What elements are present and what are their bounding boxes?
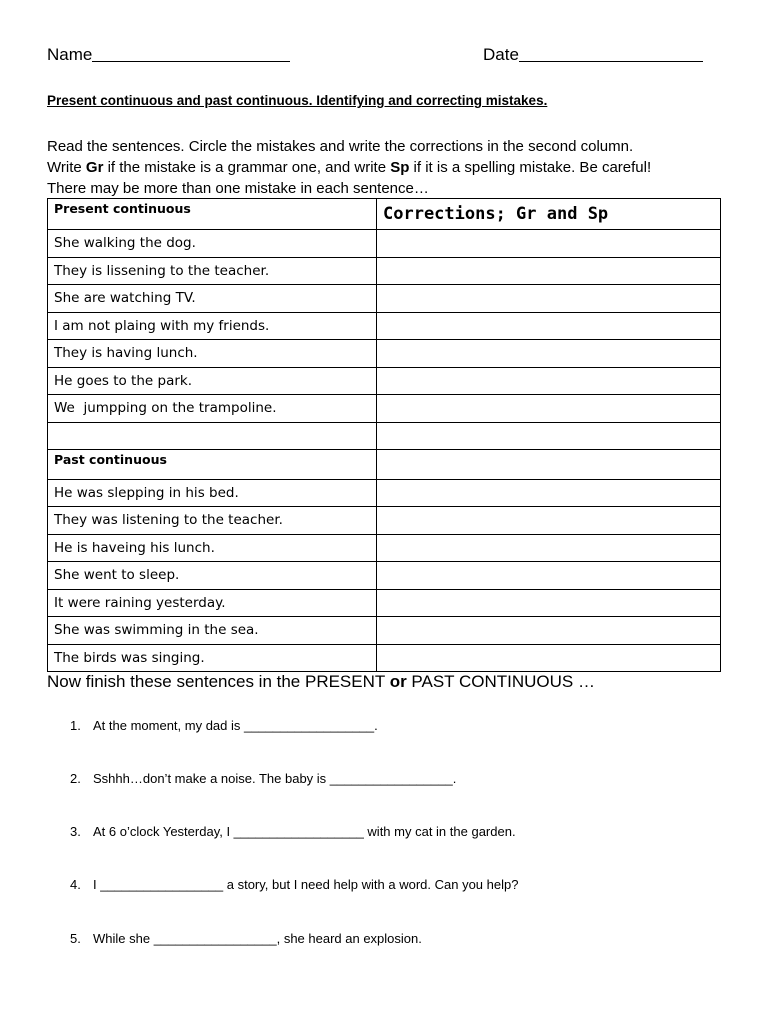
table-row — [48, 617, 721, 645]
table-row — [48, 312, 721, 340]
table-row — [48, 589, 721, 617]
finish-text: Now finish these sentences in the PRESENT — [47, 672, 390, 691]
sentence-cell: It were raining yesterday. — [48, 589, 377, 617]
exercise-text: At the moment, my dad is __________________. — [93, 718, 378, 733]
finish-text: PAST CONTINUOUS … — [406, 672, 595, 691]
correction-cell[interactable] — [377, 340, 721, 368]
exercise-number: 5. — [70, 931, 81, 946]
table-row — [48, 507, 721, 535]
sentence-cell: She walking the dog. — [48, 230, 377, 258]
instructions-line-1: Read the sentences. Circle the mistakes and write the corrections in the second column. — [47, 138, 634, 155]
table-header-row — [48, 199, 721, 230]
date-label: Date — [483, 45, 519, 64]
table-row — [48, 422, 721, 450]
correction-cell[interactable] — [377, 562, 721, 590]
correction-cell[interactable] — [377, 534, 721, 562]
corrections-header: Corrections; Gr and Sp — [377, 199, 721, 230]
table-row — [48, 340, 721, 368]
table-row — [48, 395, 721, 423]
exercise-number: 3. — [70, 824, 81, 839]
table-section-row — [48, 450, 721, 480]
correction-cell[interactable] — [377, 257, 721, 285]
table-row — [48, 367, 721, 395]
exercise-item[interactable] — [70, 877, 518, 892]
correction-cell[interactable] — [377, 230, 721, 258]
sentence-cell — [48, 422, 377, 450]
sentence-cell: She are watching TV. — [48, 285, 377, 313]
exercise-item[interactable] — [70, 718, 378, 733]
finish-instruction — [47, 672, 595, 692]
correction-cell[interactable] — [377, 285, 721, 313]
instructions-text: Write — [47, 159, 86, 176]
exercise-number: 1. — [70, 718, 81, 733]
sentence-cell: She went to sleep. — [48, 562, 377, 590]
sentence-cell: I am not plaing with my friends. — [48, 312, 377, 340]
correction-cell[interactable] — [377, 312, 721, 340]
or-keyword: or — [389, 672, 407, 691]
sentence-cell: They was listening to the teacher. — [48, 507, 377, 535]
sentence-cell: The birds was singing. — [48, 644, 377, 672]
exercise-number: 2. — [70, 771, 81, 786]
correction-cell[interactable] — [377, 644, 721, 672]
sentence-cell: She was swimming in the sea. — [48, 617, 377, 645]
correction-cell[interactable] — [377, 479, 721, 507]
table-row — [48, 285, 721, 313]
table-row — [48, 534, 721, 562]
corrections-table — [47, 198, 721, 672]
correction-cell[interactable] — [377, 450, 721, 480]
instructions-line-2 — [47, 157, 747, 178]
date-field — [483, 44, 703, 66]
exercise-text: Sshhh…don’t make a noise. The baby is _________________. — [93, 771, 457, 786]
correction-cell[interactable] — [377, 422, 721, 450]
correction-cell[interactable] — [377, 507, 721, 535]
exercise-text: While she _________________, she heard an explosion. — [93, 931, 422, 946]
exercise-number: 4. — [70, 877, 81, 892]
correction-cell[interactable] — [377, 395, 721, 423]
instructions-line-3: There may be more than one mistake in each sentence… — [47, 180, 429, 197]
instructions — [47, 136, 747, 199]
sentence-cell: He was slepping in his bed. — [48, 479, 377, 507]
table-row — [48, 644, 721, 672]
table-row — [48, 562, 721, 590]
exercise-item[interactable] — [70, 771, 456, 786]
instructions-text: if it is a spelling mistake. Be careful! — [409, 159, 652, 176]
exercise-item[interactable] — [70, 931, 422, 946]
sentence-cell: We jumpping on the trampoline. — [48, 395, 377, 423]
date-line[interactable] — [519, 45, 703, 62]
exercise-text: I _________________ a story, but I need help with a word. Can you help? — [93, 877, 519, 892]
name-label: Name — [47, 45, 93, 64]
sentence-cell: He goes to the park. — [48, 367, 377, 395]
correction-cell[interactable] — [377, 617, 721, 645]
table-row — [48, 257, 721, 285]
past-continuous-header: Past continuous — [48, 450, 377, 480]
table-row — [48, 479, 721, 507]
name-field — [47, 44, 290, 66]
instructions-text: if the mistake is a grammar one, and write — [103, 159, 391, 176]
present-continuous-header: Present continuous — [48, 199, 377, 230]
worksheet-title: Present continuous and past continuous. Identifying and correcting mistakes. — [47, 93, 548, 108]
table-row — [48, 230, 721, 258]
correction-cell[interactable] — [377, 367, 721, 395]
exercise-item[interactable] — [70, 824, 516, 839]
exercise-text: At 6 o’clock Yesterday, I __________________ with my cat in the garden. — [93, 824, 516, 839]
correction-cell[interactable] — [377, 589, 721, 617]
name-line[interactable] — [92, 45, 290, 62]
sp-keyword: Sp — [390, 159, 410, 176]
sentence-cell: They is having lunch. — [48, 340, 377, 368]
gr-keyword: Gr — [85, 159, 104, 176]
sentence-cell: He is haveing his lunch. — [48, 534, 377, 562]
sentence-cell: They is lissening to the teacher. — [48, 257, 377, 285]
